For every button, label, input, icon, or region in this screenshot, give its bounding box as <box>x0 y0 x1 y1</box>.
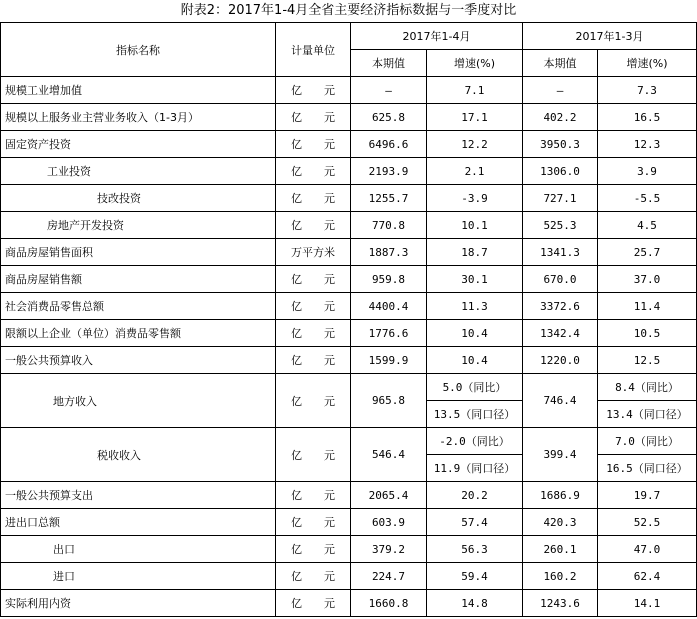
value-2017-1-4: 2193.9 <box>351 158 427 185</box>
unit-cell: 万平方米 <box>276 239 351 266</box>
growth-2017-1-3: 7.3 <box>598 77 697 104</box>
table-row <box>1 239 697 266</box>
growth-2017-1-4: 14.8 <box>427 590 523 617</box>
value-2017-1-4: 2065.4 <box>351 482 427 509</box>
indicator-name: 工业投资 <box>1 158 276 185</box>
value-2017-1-3: 420.3 <box>523 509 598 536</box>
value-2017-1-4: 1776.6 <box>351 320 427 347</box>
table-row <box>1 131 697 158</box>
indicator-name: 限额以上企业（单位）消费品零售额 <box>1 320 276 347</box>
growth-2017-1-3: 25.7 <box>598 239 697 266</box>
table-row <box>1 347 697 374</box>
table-row <box>1 320 697 347</box>
growth-2017-1-3: 52.5 <box>598 509 697 536</box>
table-row <box>1 293 697 320</box>
unit-cell: 亿 元 <box>276 347 351 374</box>
indicator-name: 进口 <box>1 563 276 590</box>
indicator-name: 商品房屋销售面积 <box>1 239 276 266</box>
value-2017-1-4: 1599.9 <box>351 347 427 374</box>
growth-2017-1-4-comparable: 11.9（同口径） <box>427 455 523 482</box>
growth-2017-1-4: 30.1 <box>427 266 523 293</box>
value-2017-1-4: 1660.8 <box>351 590 427 617</box>
table-row <box>1 374 697 401</box>
header-period-1: 2017年1-4月 <box>351 23 523 50</box>
growth-2017-1-3: 12.5 <box>598 347 697 374</box>
value-2017-1-4: 1887.3 <box>351 239 427 266</box>
unit-cell: 亿 元 <box>276 509 351 536</box>
value-2017-1-3: 525.3 <box>523 212 598 239</box>
value-2017-1-3: 1220.0 <box>523 347 598 374</box>
value-2017-1-3: 399.4 <box>523 428 598 482</box>
growth-2017-1-4-comparable: 13.5（同口径） <box>427 401 523 428</box>
value-2017-1-4: 4400.4 <box>351 293 427 320</box>
indicator-name: 一般公共预算支出 <box>1 482 276 509</box>
value-2017-1-3: 746.4 <box>523 374 598 428</box>
growth-2017-1-4-yoy: 5.0（同比） <box>427 374 523 401</box>
growth-2017-1-4: 57.4 <box>427 509 523 536</box>
table-row <box>1 563 697 590</box>
value-2017-1-3: — <box>523 77 598 104</box>
indicator-name: 税收收入 <box>1 428 276 482</box>
value-2017-1-3: 1306.0 <box>523 158 598 185</box>
growth-2017-1-3-comparable: 16.5（同口径） <box>598 455 697 482</box>
growth-2017-1-3: 4.5 <box>598 212 697 239</box>
growth-2017-1-3: 19.7 <box>598 482 697 509</box>
growth-2017-1-4: 7.1 <box>427 77 523 104</box>
value-2017-1-4: 959.8 <box>351 266 427 293</box>
header-unit: 计量单位 <box>276 23 351 77</box>
value-2017-1-3: 260.1 <box>523 536 598 563</box>
table-row <box>1 482 697 509</box>
unit-cell: 亿 元 <box>276 104 351 131</box>
growth-2017-1-4: 10.4 <box>427 347 523 374</box>
unit-cell: 亿 元 <box>276 293 351 320</box>
value-2017-1-3: 670.0 <box>523 266 598 293</box>
growth-2017-1-3: 16.5 <box>598 104 697 131</box>
growth-2017-1-4: 56.3 <box>427 536 523 563</box>
growth-2017-1-4-yoy: -2.0（同比） <box>427 428 523 455</box>
header-growth-2: 增速(%) <box>598 50 697 77</box>
growth-2017-1-4: 10.4 <box>427 320 523 347</box>
header-period-2: 2017年1-3月 <box>523 23 697 50</box>
header-growth-1: 增速(%) <box>427 50 523 77</box>
growth-2017-1-3: 10.5 <box>598 320 697 347</box>
unit-cell: 亿 元 <box>276 158 351 185</box>
growth-2017-1-3: -5.5 <box>598 185 697 212</box>
growth-2017-1-4: 2.1 <box>427 158 523 185</box>
growth-2017-1-3: 47.0 <box>598 536 697 563</box>
growth-2017-1-4: 10.1 <box>427 212 523 239</box>
indicator-name: 房地产开发投资 <box>1 212 276 239</box>
table-row <box>1 509 697 536</box>
indicator-name: 地方收入 <box>1 374 276 428</box>
indicator-name: 实际利用内资 <box>1 590 276 617</box>
growth-2017-1-4: 59.4 <box>427 563 523 590</box>
table-row <box>1 266 697 293</box>
table-row <box>1 185 697 212</box>
table-row <box>1 104 697 131</box>
growth-2017-1-4: 20.2 <box>427 482 523 509</box>
header-indicator-name: 指标名称 <box>1 23 276 77</box>
value-2017-1-4: 770.8 <box>351 212 427 239</box>
value-2017-1-3: 1243.6 <box>523 590 598 617</box>
value-2017-1-3: 160.2 <box>523 563 598 590</box>
value-2017-1-4: 546.4 <box>351 428 427 482</box>
growth-2017-1-3-comparable: 13.4（同口径） <box>598 401 697 428</box>
value-2017-1-4: 6496.6 <box>351 131 427 158</box>
table-row <box>1 77 697 104</box>
table-title: 附表2：2017年1-4月全省主要经济指标数据与一季度对比 <box>180 3 517 18</box>
unit-cell: 亿 元 <box>276 428 351 482</box>
value-2017-1-3: 1341.3 <box>523 239 598 266</box>
growth-2017-1-3-yoy: 7.0（同比） <box>598 428 697 455</box>
value-2017-1-3: 1686.9 <box>523 482 598 509</box>
unit-cell: 亿 元 <box>276 212 351 239</box>
value-2017-1-4: 379.2 <box>351 536 427 563</box>
indicator-name: 出口 <box>1 536 276 563</box>
value-2017-1-4: 1255.7 <box>351 185 427 212</box>
indicator-name: 商品房屋销售额 <box>1 266 276 293</box>
growth-2017-1-4: 17.1 <box>427 104 523 131</box>
header-value-2: 本期值 <box>523 50 598 77</box>
growth-2017-1-3: 37.0 <box>598 266 697 293</box>
growth-2017-1-3: 12.3 <box>598 131 697 158</box>
table-row <box>1 590 697 617</box>
value-2017-1-4: 603.9 <box>351 509 427 536</box>
growth-2017-1-4: -3.9 <box>427 185 523 212</box>
value-2017-1-4: 965.8 <box>351 374 427 428</box>
growth-2017-1-3: 14.1 <box>598 590 697 617</box>
value-2017-1-3: 3950.3 <box>523 131 598 158</box>
value-2017-1-3: 402.2 <box>523 104 598 131</box>
unit-cell: 亿 元 <box>276 131 351 158</box>
value-2017-1-4: 625.8 <box>351 104 427 131</box>
indicator-name: 进出口总额 <box>1 509 276 536</box>
growth-2017-1-3: 62.4 <box>598 563 697 590</box>
value-2017-1-4: — <box>351 77 427 104</box>
indicator-table <box>0 22 697 617</box>
unit-cell: 亿 元 <box>276 185 351 212</box>
table-row <box>1 428 697 455</box>
unit-cell: 亿 元 <box>276 320 351 347</box>
unit-cell: 亿 元 <box>276 77 351 104</box>
value-2017-1-3: 1342.4 <box>523 320 598 347</box>
indicator-name: 固定资产投资 <box>1 131 276 158</box>
table-row <box>1 158 697 185</box>
unit-cell: 亿 元 <box>276 590 351 617</box>
value-2017-1-4: 224.7 <box>351 563 427 590</box>
growth-2017-1-3-yoy: 8.4（同比） <box>598 374 697 401</box>
growth-2017-1-3: 3.9 <box>598 158 697 185</box>
growth-2017-1-4: 11.3 <box>427 293 523 320</box>
indicator-name: 技改投资 <box>1 185 276 212</box>
unit-cell: 亿 元 <box>276 536 351 563</box>
indicator-name: 规模以上服务业主营业务收入（1-3月） <box>1 104 276 131</box>
table-row <box>1 212 697 239</box>
indicator-name: 一般公共预算收入 <box>1 347 276 374</box>
unit-cell: 亿 元 <box>276 266 351 293</box>
unit-cell: 亿 元 <box>276 482 351 509</box>
indicator-name: 社会消费品零售总额 <box>1 293 276 320</box>
unit-cell: 亿 元 <box>276 374 351 428</box>
header-value-1: 本期值 <box>351 50 427 77</box>
growth-2017-1-4: 12.2 <box>427 131 523 158</box>
value-2017-1-3: 3372.6 <box>523 293 598 320</box>
growth-2017-1-3: 11.4 <box>598 293 697 320</box>
indicator-name: 规模工业增加值 <box>1 77 276 104</box>
table-row <box>1 536 697 563</box>
unit-cell: 亿 元 <box>276 563 351 590</box>
growth-2017-1-4: 18.7 <box>427 239 523 266</box>
value-2017-1-3: 727.1 <box>523 185 598 212</box>
